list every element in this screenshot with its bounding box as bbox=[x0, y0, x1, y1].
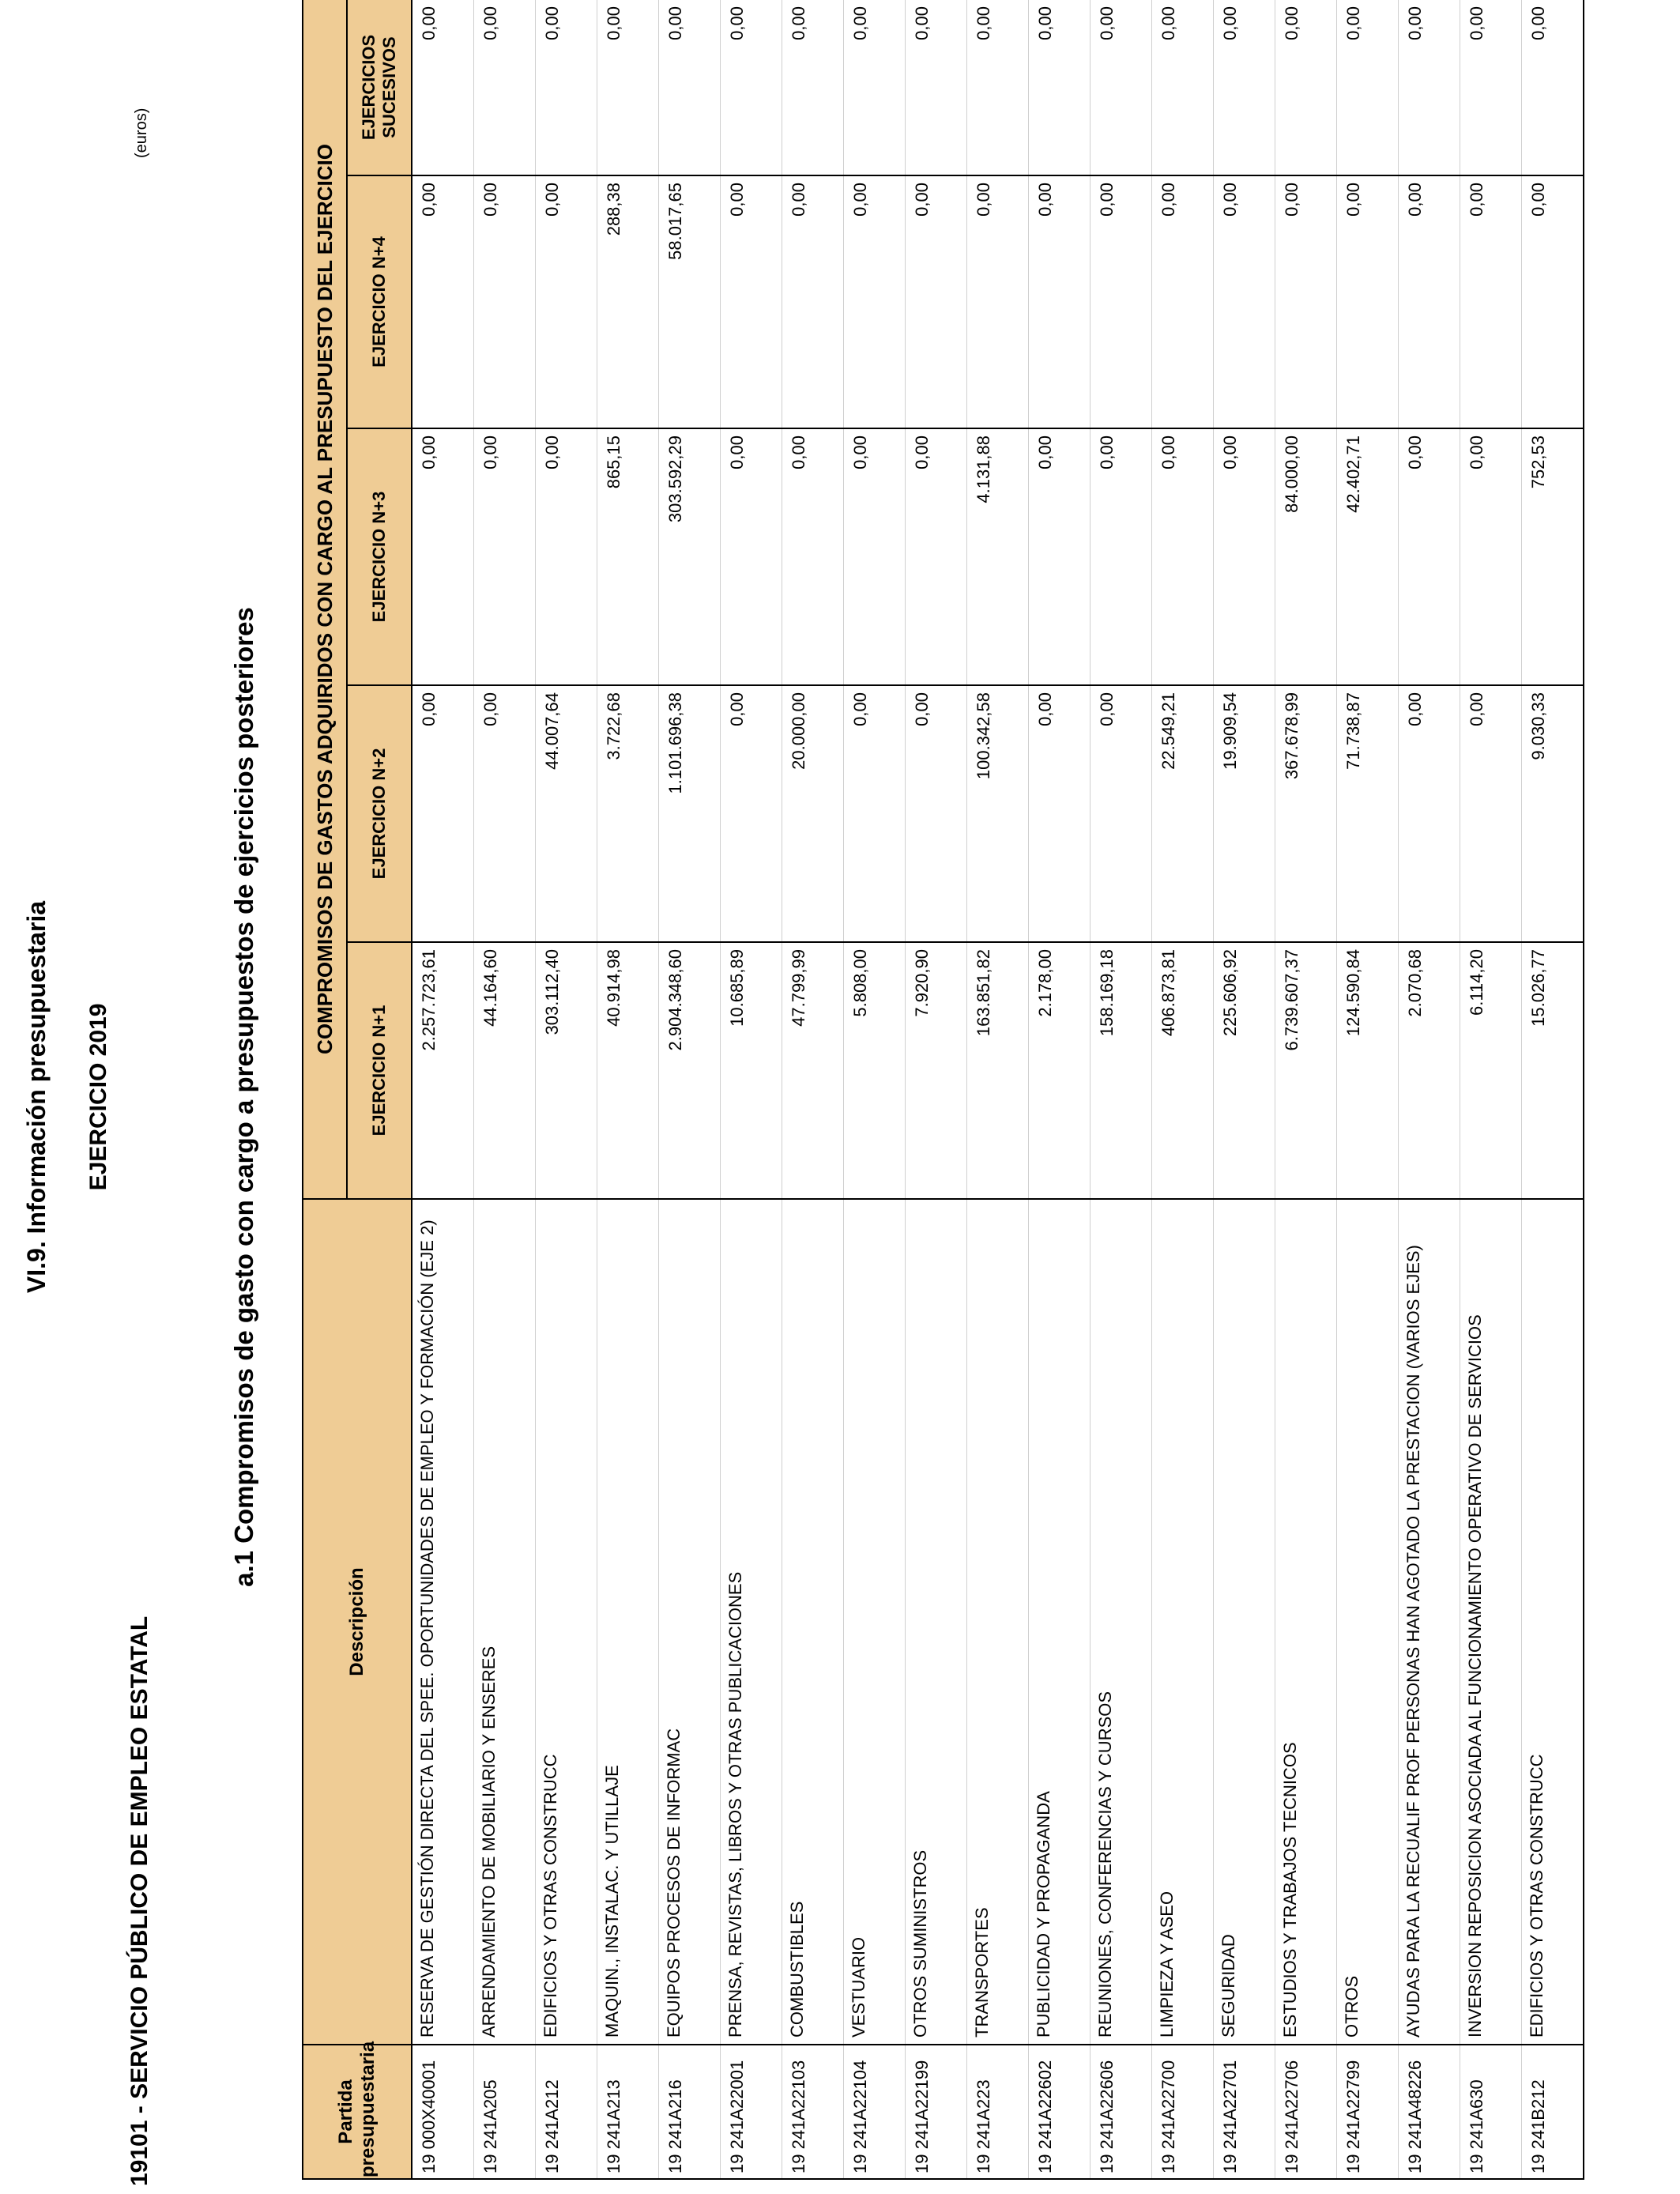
descripcion-cell: INVERSION REPOSICION ASOCIADA AL FUNCIONAMIENTO OPERATIVO DE SERVICIOS bbox=[1460, 1199, 1522, 2045]
header-group-commitments: COMPROMISOS DE GASTOS ADQUIRIDOS CON CARGO AL PRESUPUESTO DEL EJERCICIO bbox=[303, 0, 347, 1199]
partida-cell bbox=[967, 2045, 1029, 2179]
descripcion-cell: OTROS SUMINISTROS bbox=[906, 1199, 967, 2045]
ejercicio-n1-cell: 2.257.723,61 bbox=[412, 942, 474, 1199]
ejercicio-n4-cell: 0,00 bbox=[844, 175, 906, 428]
fiscal-year-title: EJERCICIO 2019 bbox=[85, 1003, 111, 1191]
ejercicio-n1-cell: 225.606,92 bbox=[1214, 942, 1275, 1199]
economica-code: 212 bbox=[1528, 2079, 1548, 2109]
programa-code: 19 241A bbox=[1097, 2109, 1117, 2173]
table-row bbox=[1522, 0, 1584, 2179]
header-ejercicio-n2: EJERCICIO N+2 bbox=[347, 685, 412, 942]
partida-cell bbox=[1460, 2045, 1522, 2179]
ejercicio-n1-cell: 47.799,99 bbox=[782, 942, 844, 1199]
programa-code: 19 241A bbox=[912, 2109, 932, 2173]
programa-code: 19 241A bbox=[1220, 2109, 1240, 2173]
ejercicio-n2-cell: 0,00 bbox=[412, 685, 474, 942]
ejercicio-n3-cell: 303.592,29 bbox=[659, 428, 721, 685]
ejercicio-n3-cell: 0,00 bbox=[782, 428, 844, 685]
partida-cell bbox=[1029, 2045, 1090, 2179]
header-ejercicio-n3: EJERCICIO N+3 bbox=[347, 428, 412, 685]
ejercicio-n4-cell: 0,00 bbox=[1399, 175, 1460, 428]
ejercicio-n3-cell: 0,00 bbox=[906, 428, 967, 685]
partida-cell bbox=[1337, 2045, 1399, 2179]
ejercicio-n2-cell: 0,00 bbox=[1460, 685, 1522, 942]
ejercicio-n4-cell: 0,00 bbox=[1522, 175, 1584, 428]
table-row bbox=[844, 0, 906, 2179]
ejercicio-n2-cell: 0,00 bbox=[1029, 685, 1090, 942]
ejercicios-sucesivos-cell: 0,00 bbox=[1522, 0, 1584, 175]
table-body bbox=[412, 0, 1584, 2179]
descripcion-cell: ARRENDAMIENTO DE MOBILIARIO Y ENSERES bbox=[474, 1199, 536, 2045]
partida-cell bbox=[1399, 2045, 1460, 2179]
economica-code: 205 bbox=[480, 2079, 500, 2109]
ejercicio-n2-cell: 22.549,21 bbox=[1152, 685, 1214, 942]
ejercicios-sucesivos-cell: 0,00 bbox=[967, 0, 1029, 175]
ejercicio-n1-cell: 406.873,81 bbox=[1152, 942, 1214, 1199]
economica-code: 212 bbox=[542, 2079, 562, 2109]
programa-code: 19 241B bbox=[1528, 2109, 1548, 2173]
partida-cell bbox=[659, 2045, 721, 2179]
table-row bbox=[721, 0, 782, 2179]
ejercicio-n2-cell: 367.678,99 bbox=[1275, 685, 1337, 942]
ejercicio-n3-cell: 0,00 bbox=[1399, 428, 1460, 685]
ejercicios-sucesivos-cell: 0,00 bbox=[474, 0, 536, 175]
ejercicio-n1-cell: 2.904.348,60 bbox=[659, 942, 721, 1199]
economica-code: 213 bbox=[604, 2079, 623, 2109]
ejercicio-n2-cell: 0,00 bbox=[474, 685, 536, 942]
table-row bbox=[1090, 0, 1152, 2179]
partida-cell bbox=[412, 2045, 474, 2179]
ejercicio-n2-cell: 71.738,87 bbox=[1337, 685, 1399, 942]
programa-code: 19 241A bbox=[665, 2109, 685, 2173]
ejercicio-n4-cell: 0,00 bbox=[967, 175, 1029, 428]
ejercicio-n4-cell: 0,00 bbox=[1214, 175, 1275, 428]
ejercicio-n3-cell: 0,00 bbox=[1460, 428, 1522, 685]
ejercicio-n3-cell: 0,00 bbox=[474, 428, 536, 685]
ejercicio-n1-cell: 7.920,90 bbox=[906, 942, 967, 1199]
partida-cell bbox=[721, 2045, 782, 2179]
ejercicio-n3-cell: 0,00 bbox=[536, 428, 597, 685]
ejercicio-n3-cell: 84.000,00 bbox=[1275, 428, 1337, 685]
partida-cell bbox=[474, 2045, 536, 2179]
ejercicio-n3-cell: 865,15 bbox=[597, 428, 659, 685]
ejercicio-n1-cell: 2.070,68 bbox=[1399, 942, 1460, 1199]
programa-code: 19 241A bbox=[1282, 2109, 1301, 2173]
ejercicio-n2-cell: 9.030,33 bbox=[1522, 685, 1584, 942]
ejercicios-sucesivos-cell: 0,00 bbox=[721, 0, 782, 175]
descripcion-cell: COMBUSTIBLES bbox=[782, 1199, 844, 2045]
table-row bbox=[597, 0, 659, 2179]
economica-code: 223 bbox=[974, 2079, 993, 2109]
descripcion-cell: MAQUIN., INSTALAC. Y UTILLAJE bbox=[597, 1199, 659, 2045]
ejercicio-n3-cell: 0,00 bbox=[1090, 428, 1152, 685]
ejercicio-n4-cell: 0,00 bbox=[536, 175, 597, 428]
economica-code: 22001 bbox=[727, 2060, 747, 2109]
ejercicios-sucesivos-cell: 0,00 bbox=[906, 0, 967, 175]
ejercicio-n1-cell: 40.914,98 bbox=[597, 942, 659, 1199]
economica-code: 22700 bbox=[1158, 2060, 1178, 2109]
ejercicio-n1-cell: 124.590,84 bbox=[1337, 942, 1399, 1199]
partida-cell bbox=[782, 2045, 844, 2179]
header-descripcion: Descripción bbox=[303, 1199, 412, 2045]
ejercicio-n4-cell: 0,00 bbox=[412, 175, 474, 428]
ejercicio-n4-cell: 0,00 bbox=[1275, 175, 1337, 428]
economica-code: 22104 bbox=[850, 2060, 870, 2109]
economica-code: 22701 bbox=[1220, 2060, 1240, 2109]
programa-code: 19 241A bbox=[480, 2109, 500, 2173]
ejercicio-n4-cell: 58.017,65 bbox=[659, 175, 721, 428]
economica-code: 48226 bbox=[1405, 2060, 1425, 2109]
ejercicio-n1-cell: 6.114,20 bbox=[1460, 942, 1522, 1199]
ejercicios-sucesivos-cell: 0,00 bbox=[844, 0, 906, 175]
programa-code: 19 241A bbox=[1158, 2109, 1178, 2173]
programa-code: 19 241A bbox=[1035, 2109, 1055, 2173]
descripcion-cell: AYUDAS PARA LA RECUALIF PROF PERSONAS HAN AGOTADO LA PRESTACION (VARIOS EJES) bbox=[1399, 1199, 1460, 2045]
descripcion-cell: EDIFICIOS Y OTRAS CONSTRUCC bbox=[536, 1199, 597, 2045]
programa-code: 19 241A bbox=[1467, 2109, 1486, 2173]
descripcion-cell: PRENSA, REVISTAS, LIBROS Y OTRAS PUBLICACIONES bbox=[721, 1199, 782, 2045]
ejercicio-n1-cell: 15.026,77 bbox=[1522, 942, 1584, 1199]
programa-code: 19 241A bbox=[727, 2109, 747, 2173]
ejercicios-sucesivos-cell: 0,00 bbox=[1399, 0, 1460, 175]
ejercicio-n4-cell: 0,00 bbox=[782, 175, 844, 428]
ejercicio-n3-cell: 0,00 bbox=[1029, 428, 1090, 685]
ejercicio-n2-cell: 1.101.696,38 bbox=[659, 685, 721, 942]
table-row bbox=[1275, 0, 1337, 2179]
partida-cell bbox=[844, 2045, 906, 2179]
ejercicios-sucesivos-cell: 0,00 bbox=[1460, 0, 1522, 175]
partida-cell bbox=[597, 2045, 659, 2179]
table-row bbox=[1152, 0, 1214, 2179]
ejercicios-sucesivos-cell: 0,00 bbox=[1029, 0, 1090, 175]
ejercicios-sucesivos-cell: 0,00 bbox=[1275, 0, 1337, 175]
table-row bbox=[1460, 0, 1522, 2179]
partida-cell bbox=[906, 2045, 967, 2179]
economica-code: 22199 bbox=[912, 2060, 932, 2109]
economica-code: 22103 bbox=[789, 2060, 808, 2109]
header-ejercicio-n1: EJERCICIO N+1 bbox=[347, 942, 412, 1199]
ejercicio-n3-cell: 752,53 bbox=[1522, 428, 1584, 685]
table-row bbox=[906, 0, 967, 2179]
economica-code: 216 bbox=[665, 2079, 685, 2109]
header-ejercicios-sucesivos: EJERCICIOS SUCESIVOS bbox=[347, 0, 412, 175]
descripcion-cell: PUBLICIDAD Y PROPAGANDA bbox=[1029, 1199, 1090, 2045]
descripcion-cell: LIMPIEZA Y ASEO bbox=[1152, 1199, 1214, 2045]
partida-cell bbox=[536, 2045, 597, 2179]
economica-code: 630 bbox=[1467, 2079, 1486, 2109]
ejercicio-n1-cell: 303.112,40 bbox=[536, 942, 597, 1199]
commitments-table-wrapper bbox=[302, 0, 1548, 2180]
ejercicio-n2-cell: 20.000,00 bbox=[782, 685, 844, 942]
ejercicios-sucesivos-cell: 0,00 bbox=[536, 0, 597, 175]
table-row bbox=[474, 0, 536, 2179]
commitments-table bbox=[302, 0, 1584, 2180]
ejercicio-n3-cell: 0,00 bbox=[844, 428, 906, 685]
programa-code: 19 241A bbox=[542, 2109, 562, 2173]
table-row bbox=[782, 0, 844, 2179]
descripcion-cell: TRANSPORTES bbox=[967, 1199, 1029, 2045]
table-row bbox=[1337, 0, 1399, 2179]
ejercicio-n2-cell: 19.909,54 bbox=[1214, 685, 1275, 942]
table-row bbox=[1029, 0, 1090, 2179]
descripcion-cell: VESTUARIO bbox=[844, 1199, 906, 2045]
table-row bbox=[412, 0, 474, 2179]
descripcion-cell: ESTUDIOS Y TRABAJOS TECNICOS bbox=[1275, 1199, 1337, 2045]
ejercicios-sucesivos-cell: 0,00 bbox=[597, 0, 659, 175]
partida-cell bbox=[1090, 2045, 1152, 2179]
programa-code: 19 241A bbox=[974, 2109, 993, 2173]
ejercicios-sucesivos-cell: 0,00 bbox=[1337, 0, 1399, 175]
programa-code: 19 241A bbox=[1405, 2109, 1425, 2173]
ejercicios-sucesivos-cell: 0,00 bbox=[1090, 0, 1152, 175]
header-partida: Partida presupuestaria bbox=[303, 2045, 412, 2179]
programa-code: 19 000X bbox=[419, 2109, 439, 2173]
ejercicio-n2-cell: 0,00 bbox=[1399, 685, 1460, 942]
table-row bbox=[536, 0, 597, 2179]
ejercicio-n1-cell: 158.169,18 bbox=[1090, 942, 1152, 1199]
ejercicio-n1-cell: 5.808,00 bbox=[844, 942, 906, 1199]
descripcion-cell: REUNIONES, CONFERENCIAS Y CURSOS bbox=[1090, 1199, 1152, 2045]
ejercicio-n1-cell: 10.685,89 bbox=[721, 942, 782, 1199]
section-title: a.1 Compromisos de gasto con cargo a presupuestos de ejercicios posteriores bbox=[229, 607, 258, 1587]
ejercicio-n4-cell: 0,00 bbox=[721, 175, 782, 428]
ejercicio-n1-cell: 44.164,60 bbox=[474, 942, 536, 1199]
ejercicio-n2-cell: 0,00 bbox=[1090, 685, 1152, 942]
header-ejercicio-n4: EJERCICIO N+4 bbox=[347, 175, 412, 428]
table-row bbox=[967, 0, 1029, 2179]
table-row bbox=[659, 0, 721, 2179]
descripcion-cell: EQUIPOS PROCESOS DE INFORMAC bbox=[659, 1199, 721, 2045]
ejercicio-n3-cell: 0,00 bbox=[1214, 428, 1275, 685]
table-row bbox=[1399, 0, 1460, 2179]
ejercicio-n2-cell: 0,00 bbox=[721, 685, 782, 942]
programa-code: 19 241A bbox=[1343, 2109, 1363, 2173]
descripcion-cell: RESERVA DE GESTIÓN DIRECTA DEL SPEE. OPORTUNIDADES DE EMPLEO Y FORMACIÓN (EJE 2) bbox=[412, 1199, 474, 2045]
ejercicio-n1-cell: 2.178,00 bbox=[1029, 942, 1090, 1199]
programa-code: 19 241A bbox=[789, 2109, 808, 2173]
partida-cell bbox=[1214, 2045, 1275, 2179]
ejercicios-sucesivos-cell: 0,00 bbox=[659, 0, 721, 175]
economica-code: 22606 bbox=[1097, 2060, 1117, 2109]
partida-cell bbox=[1152, 2045, 1214, 2179]
ejercicio-n2-cell: 44.007,64 bbox=[536, 685, 597, 942]
economica-code: 22602 bbox=[1035, 2060, 1055, 2109]
ejercicio-n4-cell: 0,00 bbox=[1337, 175, 1399, 428]
entity-title: 19101 - SERVICIO PÚBLICO DE EMPLEO ESTATAL bbox=[126, 1615, 153, 2186]
ejercicio-n3-cell: 0,00 bbox=[721, 428, 782, 685]
programa-code: 19 241A bbox=[604, 2109, 623, 2173]
ejercicio-n3-cell: 4.131,88 bbox=[967, 428, 1029, 685]
ejercicios-sucesivos-cell: 0,00 bbox=[782, 0, 844, 175]
descripcion-cell: SEGURIDAD bbox=[1214, 1199, 1275, 2045]
descripcion-cell: OTROS bbox=[1337, 1199, 1399, 2045]
partida-cell bbox=[1522, 2045, 1584, 2179]
page-title: VI.9. Información presupuestaria bbox=[22, 900, 51, 1294]
ejercicio-n4-cell: 0,00 bbox=[1152, 175, 1214, 428]
ejercicio-n2-cell: 0,00 bbox=[844, 685, 906, 942]
ejercicio-n3-cell: 42.402,71 bbox=[1337, 428, 1399, 685]
descripcion-cell: EDIFICIOS Y OTRAS CONSTRUCC bbox=[1522, 1199, 1584, 2045]
economica-code: 22799 bbox=[1343, 2060, 1363, 2109]
ejercicio-n4-cell: 0,00 bbox=[906, 175, 967, 428]
table-row bbox=[1214, 0, 1275, 2179]
ejercicio-n3-cell: 0,00 bbox=[412, 428, 474, 685]
ejercicio-n1-cell: 163.851,82 bbox=[967, 942, 1029, 1199]
ejercicio-n4-cell: 0,00 bbox=[1029, 175, 1090, 428]
economica-code: 40001 bbox=[419, 2060, 439, 2109]
ejercicio-n4-cell: 0,00 bbox=[1460, 175, 1522, 428]
ejercicios-sucesivos-cell: 0,00 bbox=[1152, 0, 1214, 175]
ejercicio-n2-cell: 3.722,68 bbox=[597, 685, 659, 942]
ejercicios-sucesivos-cell: 0,00 bbox=[412, 0, 474, 175]
ejercicio-n2-cell: 0,00 bbox=[906, 685, 967, 942]
units-label: (euros) bbox=[133, 107, 150, 158]
ejercicio-n4-cell: 0,00 bbox=[1090, 175, 1152, 428]
ejercicio-n4-cell: 288,38 bbox=[597, 175, 659, 428]
ejercicio-n4-cell: 0,00 bbox=[474, 175, 536, 428]
ejercicios-sucesivos-cell: 0,00 bbox=[1214, 0, 1275, 175]
ejercicio-n2-cell: 100.342,58 bbox=[967, 685, 1029, 942]
ejercicio-n1-cell: 6.739.607,37 bbox=[1275, 942, 1337, 1199]
partida-cell bbox=[1275, 2045, 1337, 2179]
programa-code: 19 241A bbox=[850, 2109, 870, 2173]
economica-code: 22706 bbox=[1282, 2060, 1301, 2109]
ejercicio-n3-cell: 0,00 bbox=[1152, 428, 1214, 685]
